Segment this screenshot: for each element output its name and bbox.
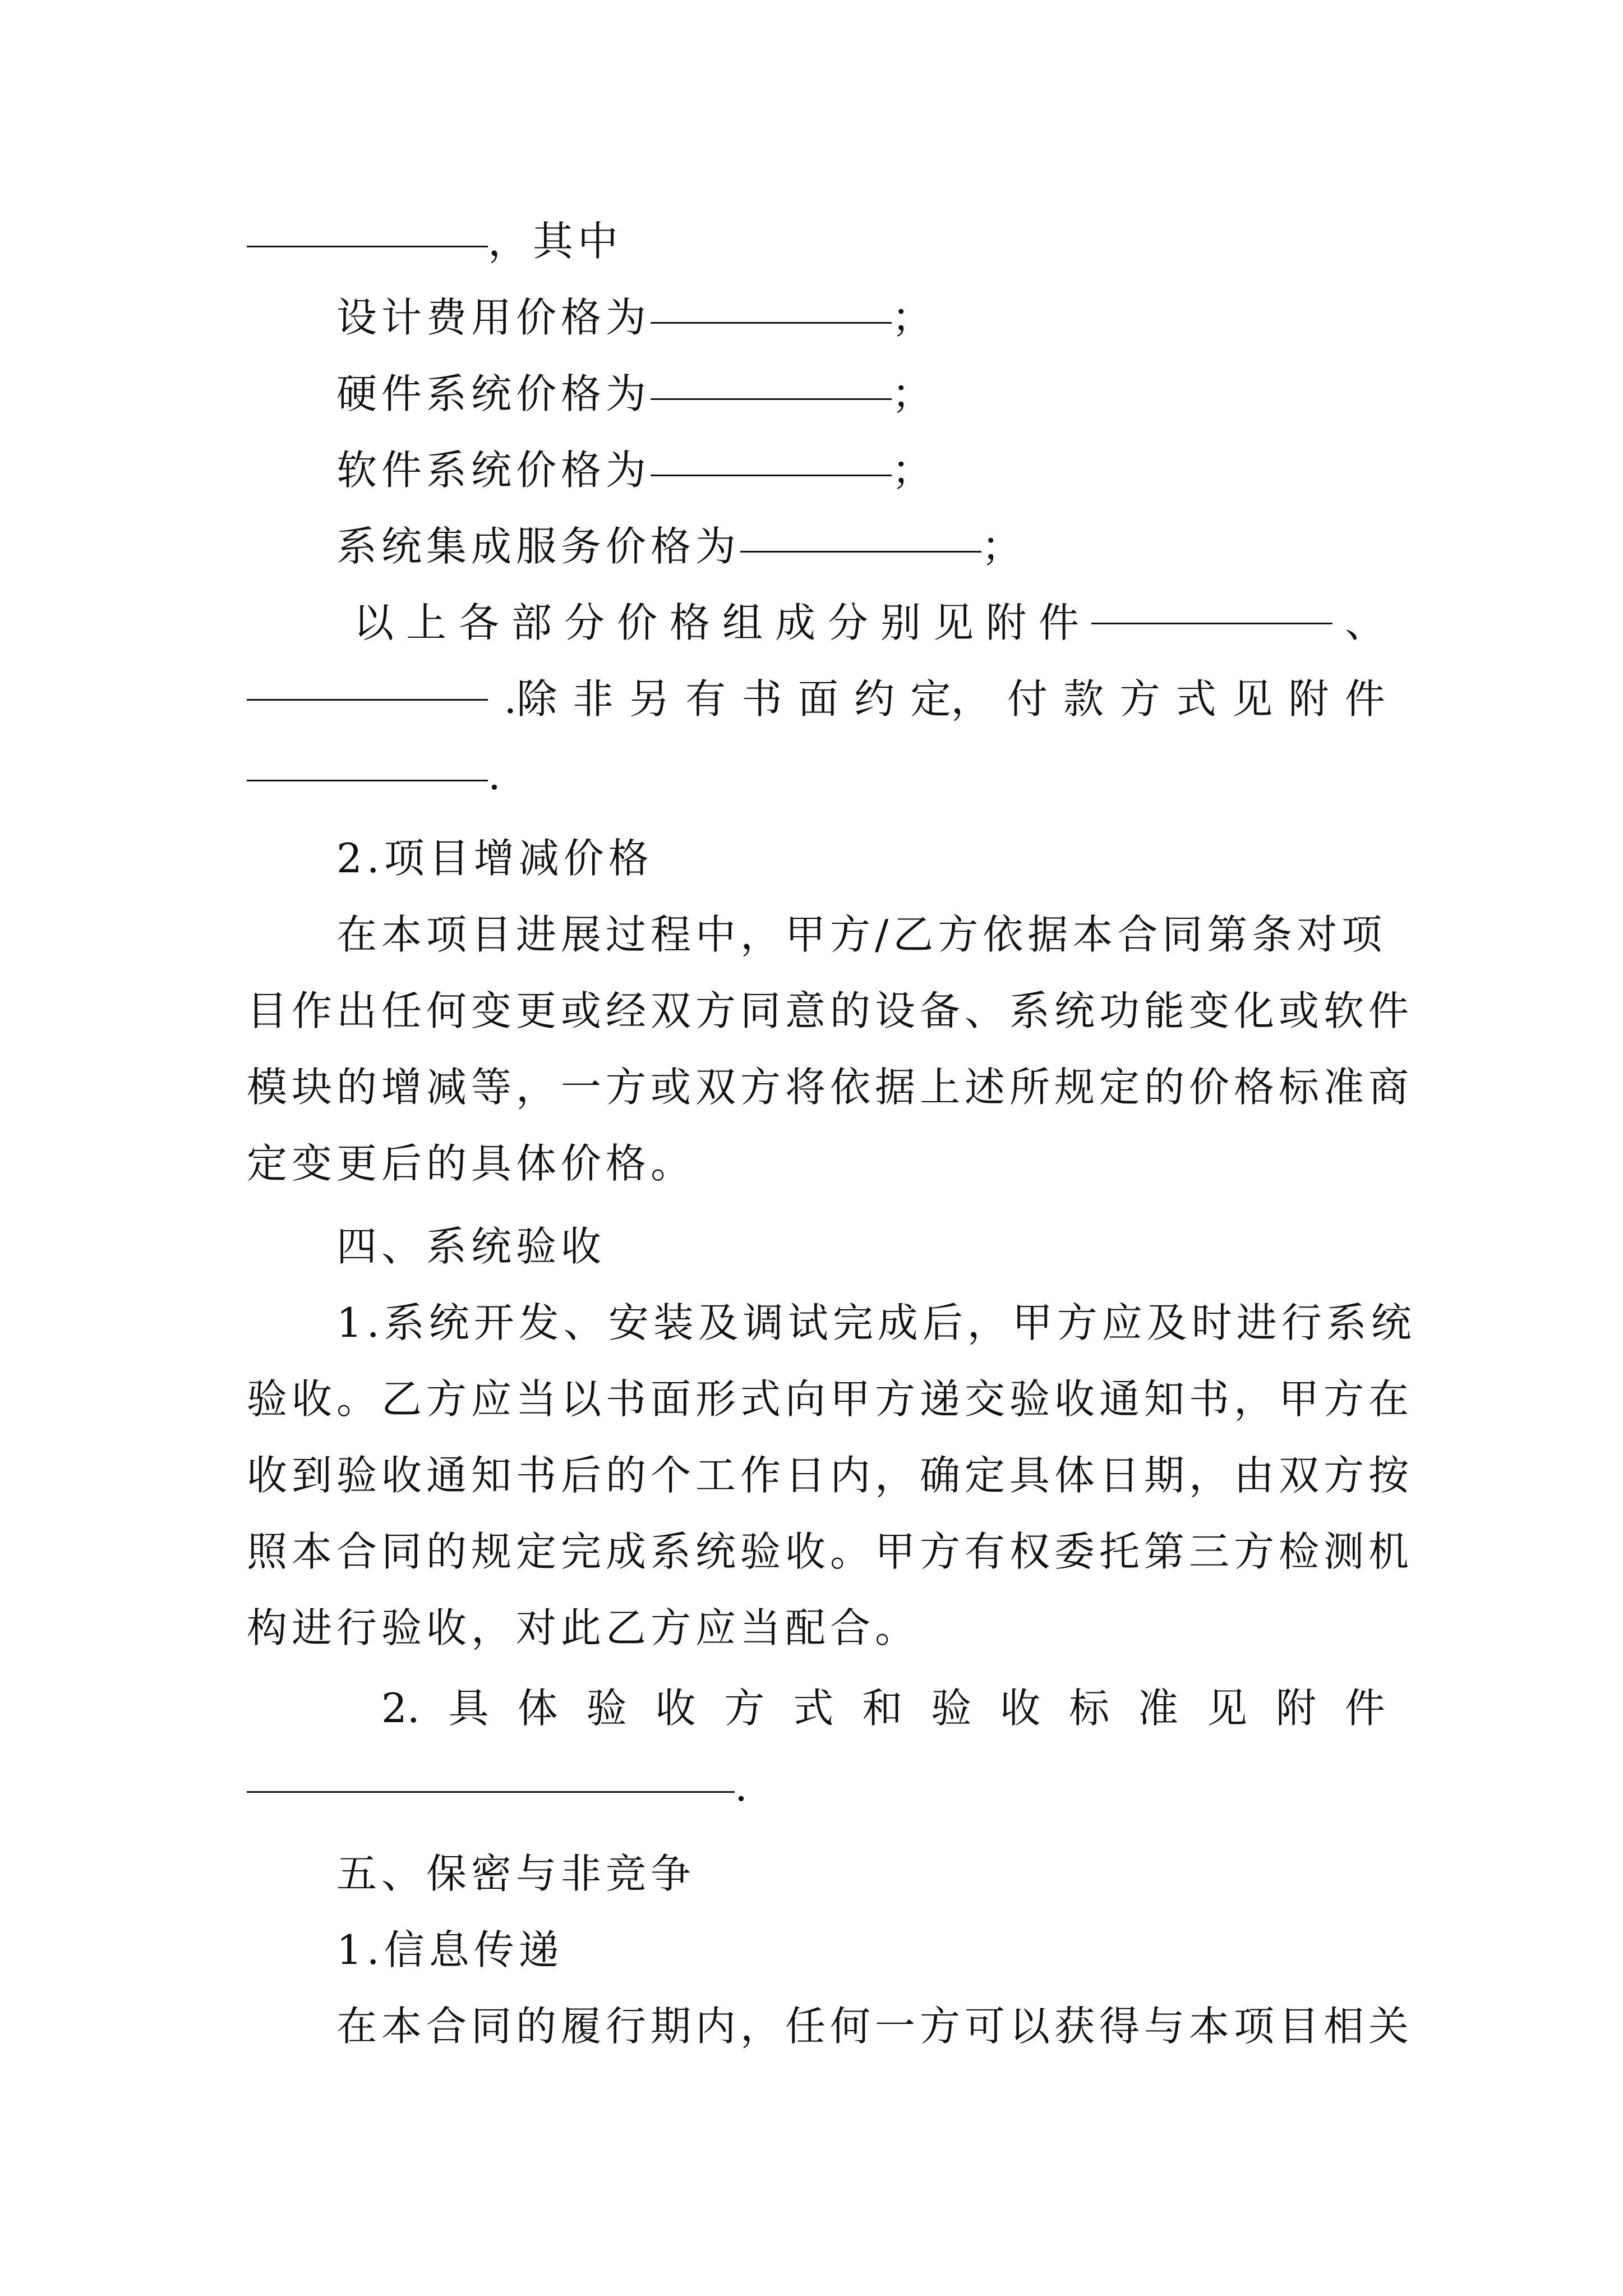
blank-field xyxy=(651,288,892,324)
composition-line-1: 以 上 各 部 分 价 格 组 成 分 别 见 附 件 、 xyxy=(353,589,1385,656)
blank-field xyxy=(651,365,892,400)
composition-line-2: .除 非 另 有 书 面 约 定， 付 款 方 式 见 附 件 xyxy=(247,665,1385,733)
paragraph-line: 构进行验收，对此乙方应当配合。 xyxy=(247,1604,920,1651)
blank-field xyxy=(651,441,892,476)
paragraph-line: 验收。乙方应当以书面形式向甲方递交验收通知书，甲方在 xyxy=(247,1375,1414,1423)
price-item-integration: 系统集成服务价格为 ； xyxy=(336,513,1385,580)
paragraph-line: 模块的增减等，一方或双方将依据上述所规定的价格标准商 xyxy=(247,1064,1414,1111)
intro-line: ，其中 xyxy=(247,208,1385,275)
paragraph-line: 收到验收通知书后的个工作日内，确定具体日期，由双方按 xyxy=(247,1452,1414,1499)
blank-field xyxy=(1091,589,1332,624)
blank-field xyxy=(247,1757,735,1793)
blank-field xyxy=(247,212,488,247)
section-heading: 四、系统验收 xyxy=(336,1223,606,1270)
price-item-design: 设计费用价格为 ； xyxy=(336,284,1385,351)
blank-field xyxy=(247,665,488,701)
section-heading: 五、保密与非竞争 xyxy=(336,1850,696,1897)
paragraph-line: 1.系统开发、安装及调试完成后，甲方应及时进行系统 xyxy=(336,1299,1416,1346)
paragraph-line: 在本合同的履行期内，任何一方可以获得与本项目相关 xyxy=(336,2003,1414,2050)
paragraph-line: 定变更后的具体价格。 xyxy=(247,1140,696,1187)
composition-line-3: . xyxy=(247,742,1385,809)
paragraph-line: 照本合同的规定完成系统验收。甲方有权委托第三方检测机 xyxy=(247,1528,1414,1575)
paragraph-line: 目作出任何变更或经双方同意的设备、系统功能变化或软件 xyxy=(247,987,1414,1034)
acceptance-item-2: 2. 具 体 验 收 方 式 和 验 收 标 准 见 附 件 xyxy=(381,1685,1385,1732)
blank-field xyxy=(247,746,488,781)
price-item-software: 软件系统价格为 ； xyxy=(336,436,1385,504)
blank-field xyxy=(740,517,981,553)
price-item-hardware: 硬件系统价格为 ； xyxy=(336,360,1385,427)
section-heading: 2.项目增减价格 xyxy=(336,835,653,882)
sub-heading: 1.信息传递 xyxy=(336,1926,564,1973)
paragraph-line: 在本项目进展过程中，甲方/乙方依据本合同第条对项 xyxy=(336,911,1387,958)
acceptance-item-2-blank: . xyxy=(247,1753,1385,1820)
